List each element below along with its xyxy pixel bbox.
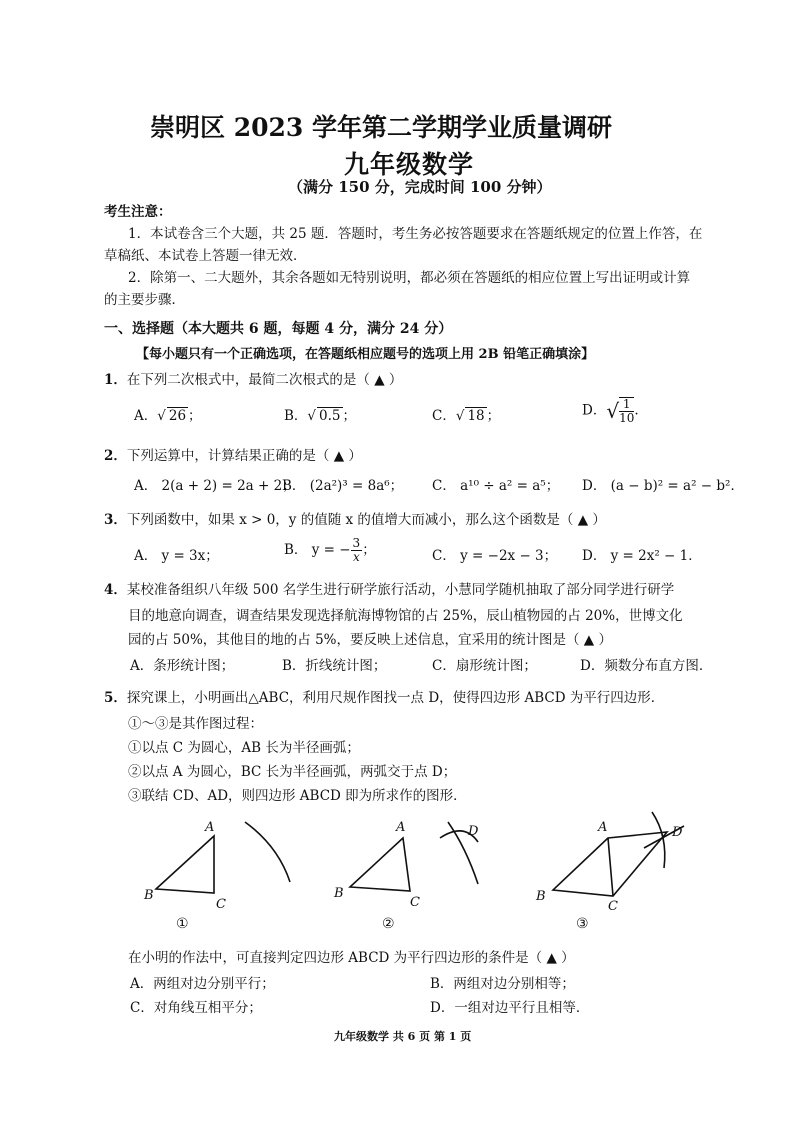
exam-meta: （满分 150 分，完成时间 100 分钟） bbox=[288, 178, 552, 196]
figure-1-label-c: C bbox=[216, 897, 226, 912]
page-footer: 九年级数学 共 6 页 第 1 页 bbox=[334, 1030, 472, 1043]
figure-1-label-b: B bbox=[144, 888, 154, 903]
section-instruction: 【每小题只有一个正确选项，在答题纸相应题号的选项上用 2B 铅笔正确填涂】 bbox=[136, 347, 595, 362]
question-text: 某校准备组织八年级 500 名学生进行研学旅行活动，小慧同学随机抽取了部分同学进行研学 bbox=[126, 582, 675, 598]
notice-item-2-line-1: 2．除第一、二大题外，其余各题如无特别说明，都必须在答题纸的相应位置上写出证明或计算 bbox=[128, 270, 691, 286]
notice-item-1-line-1: 1．本试卷含三个大题，共 25 题．答题时，考生务必按答题要求在答题纸规定的位置上作答，在 bbox=[128, 226, 703, 242]
question-5-line-5: ③联结 CD、AD，则四边形 ABCD 即为所求作的图形． bbox=[128, 788, 467, 804]
question-5-line-2: ①～③是其作图过程： bbox=[128, 716, 263, 732]
question-2-option-b: B． (2a²)³ = 8a⁶； bbox=[282, 478, 404, 494]
option-tail: ； bbox=[486, 408, 501, 424]
question-2-option-d: D． (a − b)² = a² − b²． bbox=[582, 478, 744, 494]
question-4-line-3: 园的占 50%，其他目的地的占 5%，要反映上述信息，宜采用的统计图是（ ▲ ） bbox=[128, 632, 612, 648]
question-4-option-c: C．扇形统计图； bbox=[432, 658, 537, 674]
question-2-option-a: A． 2(a + 2) = 2a + 2； bbox=[134, 478, 296, 494]
figure-1-label-a: A bbox=[205, 820, 215, 835]
figure-1-triangle bbox=[156, 836, 214, 893]
question-text: 下列运算中，计算结果正确的是（ ▲ ） bbox=[126, 448, 362, 464]
question-number: 1． bbox=[104, 372, 127, 388]
question-5-option-a: A．两组对边分别平行； bbox=[130, 976, 275, 992]
radicand: 0.5 bbox=[319, 408, 341, 424]
subject-title: 九年级数学 bbox=[344, 150, 475, 179]
question-text: 探究课上，小明画出△ABC，利用尺规作图找一点 D，使得四边形 ABCD 为平行四边形． bbox=[126, 690, 665, 706]
fraction-numerator: 1 bbox=[619, 398, 634, 412]
fraction-denominator: 10 bbox=[619, 411, 635, 425]
option-label: D． bbox=[582, 402, 607, 419]
question-5-option-c: C．对角线互相平分； bbox=[130, 1000, 262, 1016]
question-number: 3． bbox=[104, 512, 127, 528]
option-label: A． bbox=[134, 408, 158, 424]
question-5-prompt: 在小明的作法中，可直接判定四边形 ABCD 为平行四边形的条件是（ ▲ ） bbox=[128, 950, 575, 966]
exam-title: 崇明区 2023 学年第二学期学业质量调研 bbox=[150, 113, 612, 142]
question-number: 2． bbox=[104, 448, 127, 464]
question-3-option-d: D． y = 2x² − 1． bbox=[582, 548, 702, 564]
figure-1-arc bbox=[245, 822, 290, 882]
figure-2-label-d: D bbox=[468, 824, 479, 839]
question-4-option-a: A．条形统计图； bbox=[130, 658, 235, 674]
option-tail: ； bbox=[342, 408, 357, 424]
figure-2-label-a: A bbox=[396, 820, 406, 835]
question-1-option-a: A．√ 26 ； bbox=[134, 408, 202, 424]
question-1-option-c: C．√ 18 ； bbox=[432, 408, 501, 424]
figure-3-label-d: D bbox=[672, 825, 683, 840]
question-2-option-c: C． a¹⁰ ÷ a² = a⁵； bbox=[432, 478, 560, 494]
question-4-option-b: B．折线统计图； bbox=[282, 658, 387, 674]
question-1-option-d: D．√ $\frac{1}{10}$ . bbox=[582, 397, 639, 425]
fraction-denominator: x bbox=[352, 550, 360, 564]
figure-3-diagonal bbox=[608, 838, 613, 896]
figure-3-label-c: C bbox=[608, 899, 618, 914]
figure-3-label-b: B bbox=[536, 889, 546, 904]
fraction-numerator: 3 bbox=[352, 536, 361, 550]
question-4-line-2: 目的地意向调查，调查结果发现选择航海博物馆的占 25%，辰山植物园的占 20%，世博文化 bbox=[128, 608, 683, 624]
question-number: 5． bbox=[104, 690, 127, 706]
figure-3-label-a: A bbox=[598, 820, 608, 835]
question-5-line-4: ②以点 A 为圆心，BC 长为半径画弧，两弧交于点 D； bbox=[128, 764, 457, 780]
question-3-option-a: A． y = 3x； bbox=[134, 548, 219, 564]
figure-2-label-b: B bbox=[334, 886, 344, 901]
question-4-option-d: D．频数分布直方图． bbox=[580, 658, 713, 674]
notice-heading: 考生注意： bbox=[104, 204, 172, 220]
question-text: 在下列二次根式中，最简二次根式的是（ ▲ ） bbox=[126, 372, 403, 388]
figure-2-caption: ② bbox=[382, 916, 395, 932]
question-1-option-b: B．√ 0.5 ； bbox=[284, 408, 357, 424]
question-5-option-d: D．一组对边平行且相等． bbox=[430, 1000, 590, 1016]
question-5-option-b: B．两组对边分别相等； bbox=[430, 976, 575, 992]
radicand: 18 bbox=[467, 408, 485, 424]
figure-3-caption: ③ bbox=[576, 916, 589, 932]
question-number: 4． bbox=[104, 582, 127, 598]
notice-item-2-line-2: 的主要步骤． bbox=[104, 292, 185, 308]
option-label: B． bbox=[284, 408, 308, 424]
figure-2-label-c: C bbox=[410, 895, 420, 910]
notice-item-1-line-2: 草稿纸、本试卷上答题一律无效． bbox=[104, 248, 307, 264]
figure-2-triangle bbox=[350, 838, 410, 891]
question-text: 下列函数中，如果 x > 0，y 的值随 x 的值增大而减小，那么这个函数是（ ▲ ） bbox=[126, 512, 606, 528]
question-5-line-3: ①以点 C 为圆心，AB 长为半径画弧； bbox=[128, 740, 360, 756]
option-tail: . bbox=[634, 402, 639, 419]
option-tail: ； bbox=[188, 408, 202, 424]
radicand: 26 bbox=[168, 408, 187, 424]
option-tail: ； bbox=[362, 542, 376, 558]
question-3-option-c: C． y = −2x − 3； bbox=[432, 548, 558, 564]
section-heading: 一、选择题（本大题共 6 题，每题 4 分，满分 24 分） bbox=[104, 321, 453, 337]
option-label: B． y = − bbox=[284, 542, 351, 558]
figure-1-caption: ① bbox=[176, 916, 189, 932]
option-label: C． bbox=[432, 408, 456, 424]
